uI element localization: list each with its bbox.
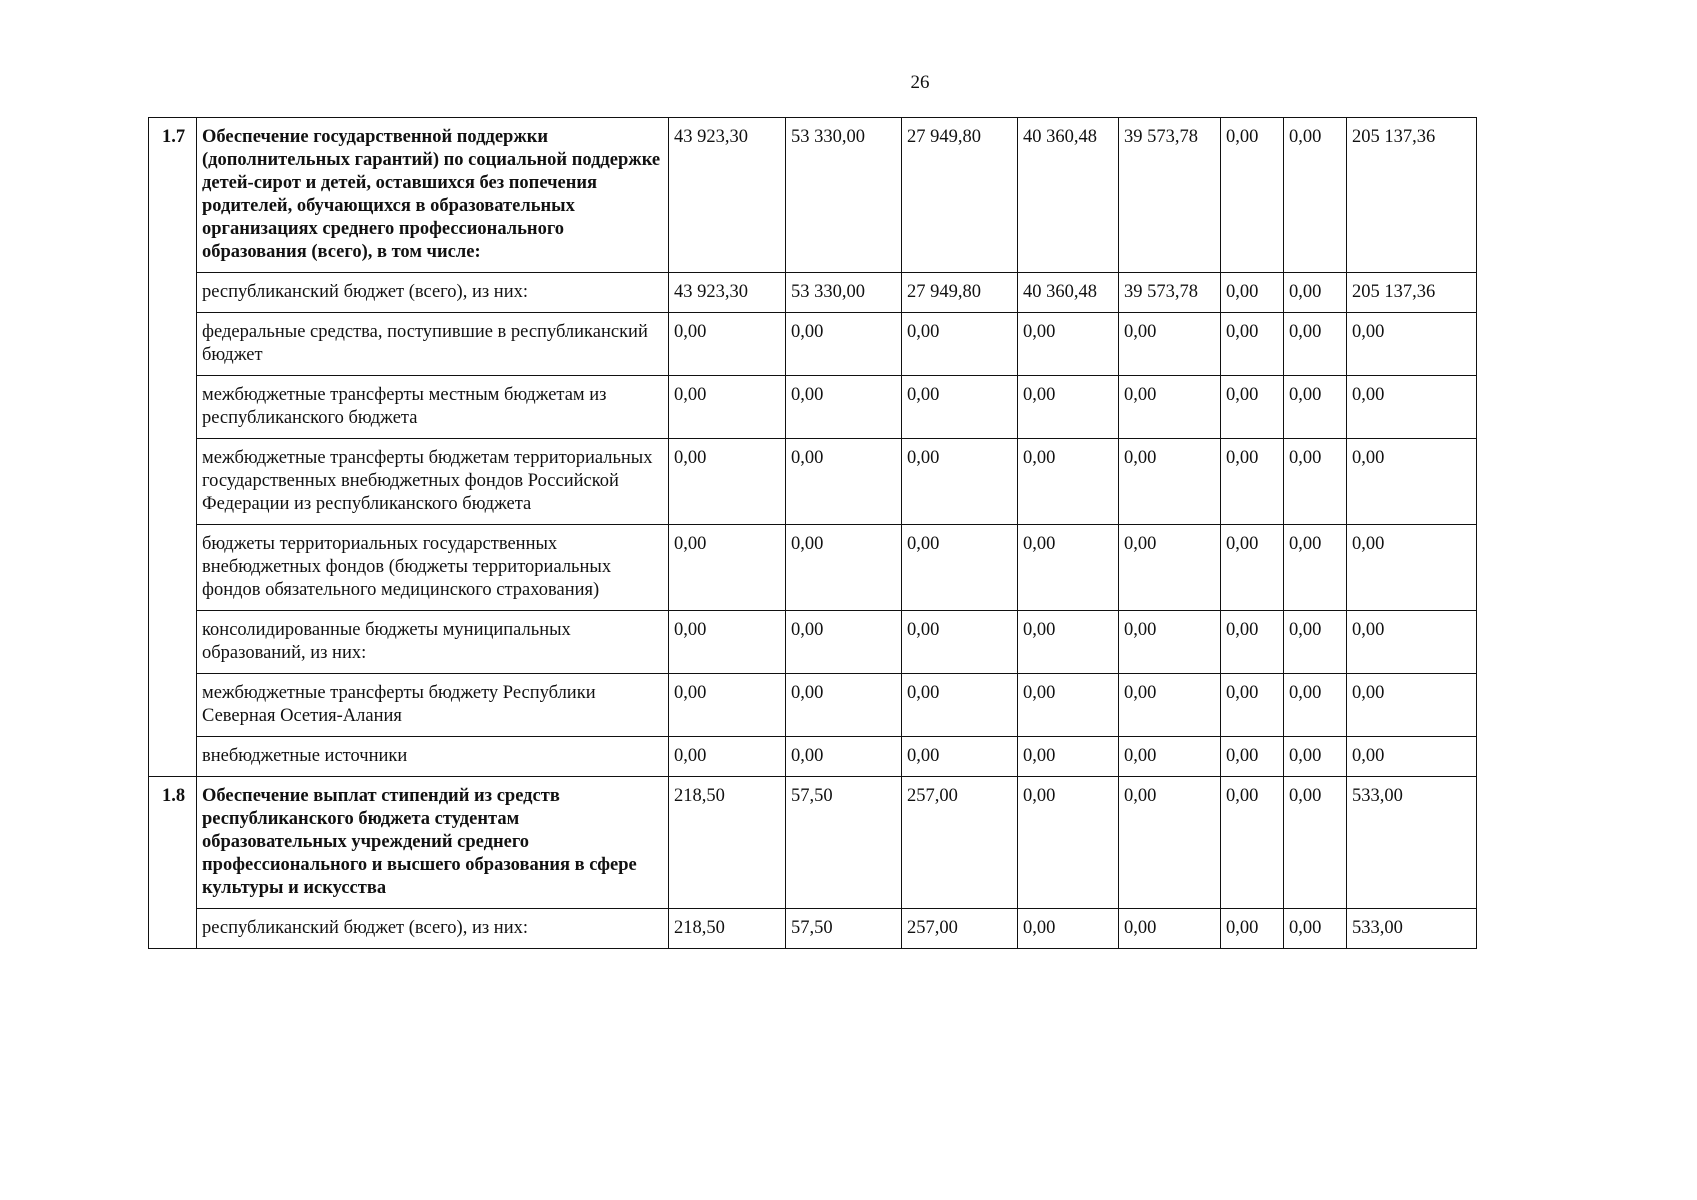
section-title: Обеспечение выплат стипендий из средств республиканского бюджета студентам образовательных учреждений среднего профессионального и высшего образования в сфере культуры и искусства <box>197 777 669 909</box>
table-row <box>149 439 1477 525</box>
row-label: межбюджетные трансферты бюджетам территориальных государственных внебюджетных фондов Российской Федерации из республиканского бюджета <box>197 439 669 525</box>
row-label: республиканский бюджет (всего), из них: <box>197 273 669 313</box>
value-cell: 0,00 <box>1284 376 1347 439</box>
value-cell: 0,00 <box>1347 525 1477 611</box>
table-row <box>149 611 1477 674</box>
value-cell: 53 330,00 <box>786 118 902 273</box>
value-cell: 533,00 <box>1347 909 1477 949</box>
value-cell: 218,50 <box>669 909 786 949</box>
value-cell: 0,00 <box>669 525 786 611</box>
value-cell: 0,00 <box>1284 674 1347 737</box>
value-cell: 0,00 <box>902 737 1018 777</box>
budget-table <box>148 117 1477 949</box>
value-cell: 0,00 <box>1119 439 1221 525</box>
value-cell: 0,00 <box>1221 439 1284 525</box>
value-cell: 27 949,80 <box>902 273 1018 313</box>
value-cell: 0,00 <box>1347 376 1477 439</box>
value-cell: 257,00 <box>902 777 1018 909</box>
value-cell: 0,00 <box>786 439 902 525</box>
value-cell: 0,00 <box>1221 777 1284 909</box>
value-cell: 205 137,36 <box>1347 273 1477 313</box>
value-cell: 0,00 <box>786 525 902 611</box>
row-label: межбюджетные трансферты местным бюджетам из республиканского бюджета <box>197 376 669 439</box>
value-cell: 0,00 <box>1018 777 1119 909</box>
table-row <box>149 909 1477 949</box>
value-cell: 0,00 <box>1221 674 1284 737</box>
value-cell: 0,00 <box>902 313 1018 376</box>
value-cell: 0,00 <box>902 611 1018 674</box>
row-label: бюджеты территориальных государственных внебюджетных фондов (бюджеты территориальных фондов обязательного медицинского страхования) <box>197 525 669 611</box>
value-cell: 39 573,78 <box>1119 118 1221 273</box>
value-cell: 0,00 <box>786 674 902 737</box>
table-row <box>149 376 1477 439</box>
section-code: 1.7 <box>149 118 197 777</box>
value-cell: 0,00 <box>1119 674 1221 737</box>
value-cell: 40 360,48 <box>1018 118 1119 273</box>
value-cell: 0,00 <box>1284 439 1347 525</box>
value-cell: 0,00 <box>1119 909 1221 949</box>
value-cell: 0,00 <box>1221 525 1284 611</box>
value-cell: 0,00 <box>1221 737 1284 777</box>
value-cell: 0,00 <box>669 313 786 376</box>
value-cell: 57,50 <box>786 909 902 949</box>
value-cell: 0,00 <box>669 376 786 439</box>
row-label: внебюджетные источники <box>197 737 669 777</box>
value-cell: 218,50 <box>669 777 786 909</box>
value-cell: 0,00 <box>1221 611 1284 674</box>
value-cell: 0,00 <box>786 376 902 439</box>
value-cell: 0,00 <box>669 611 786 674</box>
value-cell: 0,00 <box>1018 313 1119 376</box>
row-label: консолидированные бюджеты муниципальных образований, из них: <box>197 611 669 674</box>
row-label: республиканский бюджет (всего), из них: <box>197 909 669 949</box>
value-cell: 0,00 <box>669 439 786 525</box>
value-cell: 0,00 <box>1119 611 1221 674</box>
value-cell: 533,00 <box>1347 777 1477 909</box>
value-cell: 0,00 <box>1347 439 1477 525</box>
value-cell: 0,00 <box>669 737 786 777</box>
value-cell: 0,00 <box>1119 376 1221 439</box>
section-title: Обеспечение государственной поддержки (дополнительных гарантий) по социальной поддержке детей-сирот и детей, оставшихся без попечения родителей, обучающихся в образовательных организациях среднего профессионального образования (всего), в том числе: <box>197 118 669 273</box>
table-row <box>149 525 1477 611</box>
value-cell: 0,00 <box>1347 313 1477 376</box>
value-cell: 0,00 <box>1221 118 1284 273</box>
value-cell: 39 573,78 <box>1119 273 1221 313</box>
value-cell: 205 137,36 <box>1347 118 1477 273</box>
value-cell: 0,00 <box>1284 313 1347 376</box>
value-cell: 43 923,30 <box>669 118 786 273</box>
table-row <box>149 273 1477 313</box>
value-cell: 43 923,30 <box>669 273 786 313</box>
page-number: 26 <box>910 72 930 93</box>
value-cell: 0,00 <box>902 439 1018 525</box>
value-cell: 0,00 <box>902 376 1018 439</box>
value-cell: 40 360,48 <box>1018 273 1119 313</box>
value-cell: 0,00 <box>1284 909 1347 949</box>
table-body <box>149 118 1477 949</box>
value-cell: 0,00 <box>669 674 786 737</box>
row-label: межбюджетные трансферты бюджету Республики Северная Осетия-Алания <box>197 674 669 737</box>
value-cell: 0,00 <box>1347 611 1477 674</box>
value-cell: 0,00 <box>1119 737 1221 777</box>
value-cell: 0,00 <box>1018 611 1119 674</box>
section-header-row <box>149 118 1477 273</box>
value-cell: 0,00 <box>902 525 1018 611</box>
value-cell: 0,00 <box>1284 118 1347 273</box>
value-cell: 0,00 <box>1119 525 1221 611</box>
section-header-row <box>149 777 1477 909</box>
value-cell: 0,00 <box>1284 273 1347 313</box>
value-cell: 57,50 <box>786 777 902 909</box>
value-cell: 0,00 <box>1221 376 1284 439</box>
value-cell: 0,00 <box>786 737 902 777</box>
value-cell: 0,00 <box>902 674 1018 737</box>
value-cell: 27 949,80 <box>902 118 1018 273</box>
row-label: федеральные средства, поступившие в республиканский бюджет <box>197 313 669 376</box>
value-cell: 53 330,00 <box>786 273 902 313</box>
value-cell: 0,00 <box>1018 376 1119 439</box>
value-cell: 0,00 <box>1221 273 1284 313</box>
table-row <box>149 674 1477 737</box>
value-cell: 0,00 <box>1284 777 1347 909</box>
value-cell: 0,00 <box>786 313 902 376</box>
value-cell: 0,00 <box>1018 439 1119 525</box>
value-cell: 0,00 <box>1119 313 1221 376</box>
value-cell: 0,00 <box>1221 909 1284 949</box>
value-cell: 0,00 <box>1284 525 1347 611</box>
value-cell: 0,00 <box>1018 525 1119 611</box>
value-cell: 0,00 <box>1284 737 1347 777</box>
section-code: 1.8 <box>149 777 197 949</box>
table-row <box>149 737 1477 777</box>
table-row <box>149 313 1477 376</box>
value-cell: 0,00 <box>786 611 902 674</box>
value-cell: 0,00 <box>1221 313 1284 376</box>
value-cell: 0,00 <box>1018 909 1119 949</box>
value-cell: 0,00 <box>1018 737 1119 777</box>
value-cell: 0,00 <box>1018 674 1119 737</box>
value-cell: 0,00 <box>1284 611 1347 674</box>
value-cell: 0,00 <box>1347 674 1477 737</box>
value-cell: 257,00 <box>902 909 1018 949</box>
value-cell: 0,00 <box>1347 737 1477 777</box>
value-cell: 0,00 <box>1119 777 1221 909</box>
